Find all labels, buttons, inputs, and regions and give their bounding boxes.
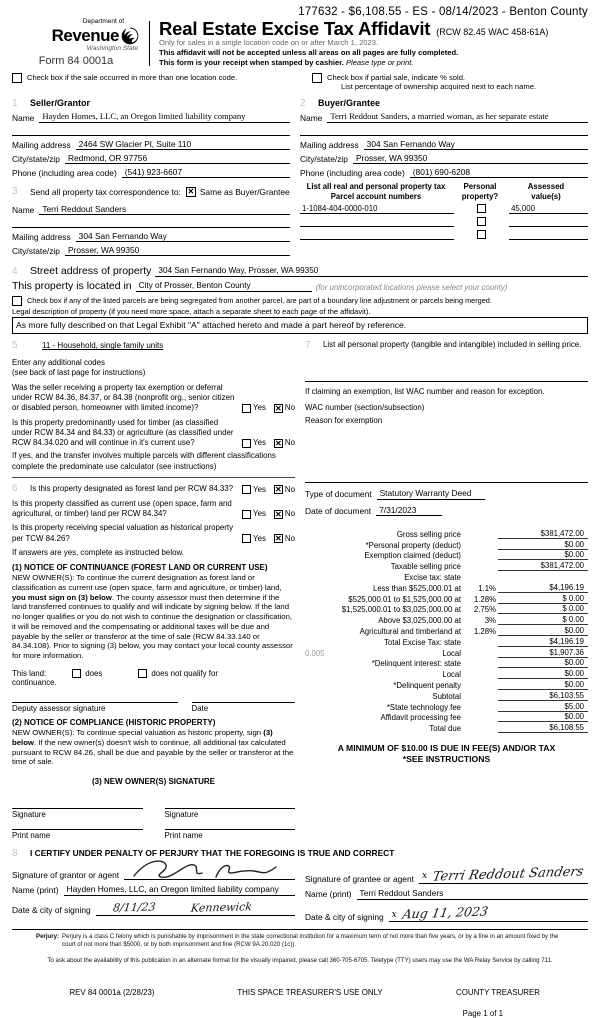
logo-dept-of: Department of: [82, 18, 124, 25]
new-owner-printname-1[interactable]: Print name: [12, 829, 143, 840]
masthead: [12, 19, 588, 68]
grantor-city-handwriting: Kennewick: [190, 899, 254, 915]
excise-row: [305, 604, 588, 615]
doc-date-field[interactable]: 7/31/2023: [376, 505, 442, 517]
excise-row-rate: 1.28%: [473, 626, 496, 636]
excise-row-label: Excise tax: state: [404, 572, 461, 582]
excise-row-label: Taxable selling price: [390, 562, 461, 572]
checkbox-timber-no[interactable]: ✕: [275, 438, 282, 448]
correspondence-city-field[interactable]: Prosser, WA 99350: [65, 245, 290, 257]
buyer-phone-label: Phone (including area code): [300, 167, 405, 178]
receipt-stamp-line: 177632 - $6,108.55 - ES - 08/14/2023 - Benton County: [298, 6, 588, 18]
grantor-printname-label: Name (print): [12, 885, 59, 896]
minimum-fee-note: A MINIMUM OF $10.00 IS DUE IN FEE(S) AND/OR TAX *SEE INSTRUCTIONS: [337, 743, 556, 765]
buyer-city-field[interactable]: Prosser, WA 99350: [353, 153, 588, 165]
excise-row-label: Subtotal: [432, 691, 461, 701]
correspondence-label: Send all property tax correspondence to:: [30, 187, 181, 198]
logo-state: Washington State: [86, 44, 138, 52]
perjury-label: Perjury:: [36, 933, 60, 941]
located-in-label: This property is located in: [12, 280, 132, 293]
separator-1: [305, 381, 588, 382]
excise-row: [305, 722, 588, 733]
subtitle-2: This affidavit will not be accepted unless all areas on all pages are fully completed.: [159, 48, 459, 58]
grantor-signature-scribble: [128, 856, 298, 882]
grantee-signature-xmark: x: [421, 871, 428, 882]
parcel-table-header: List all real and personal property tax Parcel account numbers Personal property? Assessed value(s): [306, 182, 565, 201]
forest-land-question: 6 Is this property designated as forest land per RCW 84.33? Yes ✕ No: [12, 482, 295, 495]
grantee-datecity-field[interactable]: [389, 905, 588, 922]
seller-grantor-section: [12, 92, 290, 256]
parcel-row: [300, 230, 588, 240]
checkbox-land-does-not[interactable]: [138, 669, 147, 678]
land-qualify-row: This land: does does not qualify for: [12, 668, 219, 678]
exemption-claim-label: If claiming an exemption, list WAC number and reason for exception.: [305, 387, 545, 397]
grantor-datecity-label: Date & city of signing: [12, 905, 91, 916]
section-8-number: 8: [12, 848, 18, 860]
seller-mailing-field[interactable]: 2464 SW Glacier Pl, Suite 110: [76, 139, 290, 151]
excise-row-value[interactable]: $ 0.00: [498, 615, 588, 625]
parcel-table: [300, 182, 588, 240]
seller-name-label: Name: [12, 112, 35, 123]
excise-row: [305, 593, 588, 604]
checkbox-current-use-no[interactable]: ✕: [275, 509, 282, 519]
excise-row-value[interactable]: $0.00: [498, 680, 588, 690]
seller-city-label: City/state/zip: [12, 153, 60, 164]
grantor-signature-block: [12, 861, 295, 922]
grantee-printname-field[interactable]: Terri Reddout Sanders: [357, 888, 588, 900]
exemption-deferral-question: Was the seller receiving a property tax exemption or deferral under RCW 84.36, 84.37, or 84.38 (nonprofit org., senior citizen or disabled person, homeowner with limited income)? Yes ✕ No: [12, 382, 295, 413]
certification-section: [12, 848, 588, 930]
street-address-label: Street address of property: [30, 265, 152, 278]
excise-row: [305, 647, 588, 658]
checkbox-timber-yes[interactable]: [242, 439, 251, 448]
section-6-number: 6: [12, 482, 18, 494]
excise-row: [305, 658, 588, 669]
section-3-number: 3: [12, 186, 18, 198]
grantee-date-xmark: x: [391, 909, 397, 920]
grantee-signature-field[interactable]: [419, 864, 588, 885]
certification-divider: [12, 929, 588, 930]
correspondence-name-extra-line[interactable]: [12, 218, 290, 228]
buyer-mailing-field[interactable]: 304 San Fernando Way: [364, 139, 588, 151]
excise-row-label: *Delinquent interest: state: [371, 659, 461, 669]
correspondence-row: [12, 186, 290, 199]
dor-logo: [12, 19, 140, 68]
parcel-number-field[interactable]: [300, 230, 454, 240]
excise-row-rate: 2.75%: [473, 605, 496, 615]
predominate-use-note: If yes, and the transfer involves multiple parcels with different classifications complete the predominate use calculator (see instructions): [12, 451, 276, 471]
correspondence-name-label: Name: [12, 204, 35, 215]
excise-row-value[interactable]: $6,108.55: [498, 723, 588, 733]
masthead-divider: [149, 21, 150, 66]
deputy-assessor-signature-line[interactable]: Deputy assessor signature: [12, 702, 178, 713]
excise-row: [305, 690, 588, 701]
perjury-text: Perjury is a class C felony which is punishable by imprisonment in the state correctional institution for a maximum term of not more than five years, or by a fine in an amount fixed by the court of not more than $5000, or by both imprisonment and fine (RCW 9A.20.020 (1c)).: [62, 933, 559, 949]
grantee-signature-label: Signature of grantee or agent: [305, 873, 414, 884]
grantor-date-handwriting: 8/11/23: [111, 900, 156, 915]
seller-phone-label: Phone (including area code): [12, 167, 117, 178]
doc-date-label: Date of document: [305, 505, 372, 516]
checkbox-current-use-yes[interactable]: [242, 510, 251, 519]
parcel-number-field[interactable]: [300, 217, 454, 227]
seller-mailing-label: Mailing address: [12, 139, 71, 150]
excise-tax-table: [305, 528, 588, 733]
property-location-section: [12, 265, 588, 334]
excise-row-value[interactable]: $ 0.00: [498, 604, 588, 614]
buyer-name-label: Name: [300, 112, 323, 123]
subtitle-3: This form is your receipt when stamped by cashier. Please type or print.: [159, 58, 414, 68]
continuance-label: continuance.: [12, 677, 57, 687]
buyer-city-label: City/state/zip: [300, 153, 348, 164]
new-owner-signature-1[interactable]: Signature: [12, 808, 143, 819]
this-land-label: This land:: [12, 668, 47, 678]
excise-row-value[interactable]: $0.00: [498, 626, 588, 636]
legal-description-label: Legal description of property (if you need more space, attach a separate sheet to each page of the affidavit).: [12, 307, 371, 317]
alternate-format-notice: To ask about the availability of this publication in an alternate format for the visually impaired, please call 360-705-6705. Teletype (TTY) users may use the WA Relay Service by calling 711.: [47, 956, 553, 964]
grantor-grantee-columns: [12, 92, 588, 256]
section-7-number: 7: [305, 340, 311, 352]
footer-treasurer-space: THIS SPACE TREASURER'S USE ONLY: [237, 987, 383, 997]
excise-row-value[interactable]: $0.00: [498, 550, 588, 560]
doc-type-field[interactable]: Statutory Warranty Deed: [377, 488, 486, 500]
excise-row: [305, 571, 588, 582]
section-4-number: 4: [12, 266, 18, 278]
checkbox-land-does[interactable]: [72, 669, 81, 678]
notice-continuance-text: NEW OWNER(S): To continue the current designation as forest land or classification as current use (open space, farm and agriculture, or timber) land, you must sign on (3) below. The county assessor must then determine if the land transferred continues to qualify and will indicate by signing below. If the land no longer qualifies or you do not wish to continue the designation or classification, it will be removed and the compensating or additional taxes will be due and payable by the seller or transferor at the time of sale (RCW 84.33.140 or 84.34.108). Prior to signing (3) below, you may contact your local county assessor for more information.: [12, 573, 293, 661]
notice-compliance-heading: (2) NOTICE OF COMPLIANCE (HISTORIC PROPERTY): [12, 718, 216, 728]
excise-row-value[interactable]: [498, 573, 588, 582]
excise-row-label: Total Excise Tax: state: [384, 637, 461, 647]
grantee-datecity-label: Date & city of signing: [305, 911, 384, 922]
grantor-datecity-field[interactable]: [96, 901, 295, 916]
excise-row-value[interactable]: $ 0.00: [498, 594, 588, 604]
subtitle-1: Only for sales in a single location code on or after March 1, 2023.: [159, 38, 379, 48]
current-use-question: Is this property classified as current use (open space, farm and agricultural, or timber) land per RCW 84.34? Yes ✕ No: [12, 498, 295, 519]
revenue-swirl-icon: [120, 26, 140, 46]
historical-property-question: Is this property receiving special valuation as historical property per TCW 84.26? Yes ✕ No: [12, 523, 295, 544]
new-owners-signature-heading: (3) NEW OWNER(S) SIGNATURE: [92, 777, 215, 787]
seller-name-field[interactable]: Hayden Homes, LLC, an Oregon limited liability company: [39, 111, 290, 123]
form-number: Form 84 0001a: [38, 55, 114, 67]
checkbox-personal-property[interactable]: [477, 230, 486, 239]
excise-row-value[interactable]: $0.00: [498, 669, 588, 679]
checkbox-exemption-no[interactable]: ✕: [275, 403, 282, 413]
separator-2: [305, 482, 588, 483]
excise-row-label: Local: [442, 670, 461, 680]
excise-row-value[interactable]: $0.00: [498, 540, 588, 550]
use-classification-column: [12, 334, 295, 840]
excise-row: [305, 712, 588, 723]
segregated-label: Check box if any of the listed parcels are being segregated from another parcel, are part of a boundary line adjustment or parcels being merged.: [27, 296, 492, 306]
checkbox-exemption-yes[interactable]: [242, 404, 251, 413]
seller-name-extra-line[interactable]: [12, 126, 290, 136]
new-owner-printname-2[interactable]: Print name: [165, 829, 296, 840]
excise-row-label: $1,525,000.01 to $3,025,000.00 at: [341, 605, 461, 615]
excise-row-rate: 1.28%: [473, 594, 496, 604]
checkbox-same-as-buyer[interactable]: ✕: [187, 187, 195, 197]
same-as-buyer-label: Same as Buyer/Grantee: [199, 187, 290, 198]
buyer-phone-field[interactable]: (801) 690-6208: [410, 167, 588, 179]
located-in-field[interactable]: City of Prosser, Benton County: [136, 281, 312, 292]
notice-continuance-heading: (1) NOTICE OF CONTINUANCE (FOREST LAND OR CURRENT USE): [12, 563, 268, 573]
checkbox-forest-yes[interactable]: [242, 485, 251, 494]
excise-row-value[interactable]: $381,472.00: [498, 561, 588, 571]
title-block: [159, 19, 588, 68]
excise-row-label: Agricultural and timberland at: [359, 626, 461, 636]
deputy-assessor-row: [12, 702, 295, 713]
excise-row-rate: 1.1%: [478, 583, 496, 593]
assessed-value-field[interactable]: [509, 217, 588, 227]
notice-compliance-text: NEW OWNER(S): To continue special valuation as historic property, sign (3) below. If the new owner(s) doesn't wish to continue, all additional tax calculated pursuant to RCW 84.26, shall be due and payable by the seller or transferor at the time of sale.: [12, 728, 294, 767]
section-2-number: 2: [300, 97, 306, 109]
additional-codes-note: (see back of last page for instructions): [12, 368, 146, 378]
correspondence-city-label: City/state/zip: [12, 245, 60, 256]
buyer-grantee-section: [300, 92, 588, 256]
excise-row-label: *State technology fee: [386, 702, 461, 712]
personal-property-blank[interactable]: [305, 351, 588, 377]
excise-row-label: Above $3,025,000.00 at: [378, 616, 461, 626]
excise-row: [305, 528, 588, 539]
land-use-code-field[interactable]: 11 - Household, single family units: [42, 341, 164, 351]
excise-row-value[interactable]: $6,103.55: [498, 691, 588, 701]
located-in-note: (for unincorporated locations please select your county): [315, 283, 508, 293]
buyer-name-extra-line[interactable]: [300, 126, 588, 136]
grantor-signature-field[interactable]: [124, 867, 295, 880]
checkbox-historical-yes[interactable]: [242, 534, 251, 543]
section-1-number: 1: [12, 97, 18, 109]
seller-city-field[interactable]: Redmond, OR 97756: [65, 153, 290, 165]
excise-row-label: Exemption claimed (deduct): [364, 551, 461, 561]
exemption-blank[interactable]: [305, 426, 588, 478]
excise-row-label: Total due: [429, 724, 461, 734]
grantor-printname-field[interactable]: Hayden Homes, LLC, an Oregon limited liability company: [64, 884, 295, 896]
assessed-value-field[interactable]: 45,000: [509, 204, 588, 214]
legal-description-field[interactable]: As more fully described on that Legal Exhibit "A" attached hereto and made a part hereof by reference.: [12, 317, 588, 334]
excise-row: [305, 582, 588, 593]
checkbox-partial-sale-label: Check box if partial sale, indicate % sold. List percentage of ownership acquired next to each name.: [327, 73, 537, 92]
excise-row: [305, 701, 588, 712]
buyer-name-field[interactable]: Terri Reddout Sanders, a married woman, as her separate estate: [327, 111, 588, 123]
grantee-signature-handwriting: Terri Reddout Sanders: [431, 864, 585, 885]
excise-row-value[interactable]: $4,196.19: [498, 637, 588, 647]
seller-phone-field[interactable]: (541) 923-6607: [122, 167, 290, 179]
checkbox-multiple-location-label: Check box if the sale occurred in more than one location code.: [27, 73, 238, 82]
street-address-field[interactable]: 304 San Fernando Way, Prosser, WA 99350: [155, 266, 588, 277]
checkbox-historical-no[interactable]: ✕: [275, 534, 282, 544]
excise-row-label: *Delinquent penalty: [393, 680, 461, 690]
excise-row: [305, 614, 588, 625]
personal-property-label: List all personal property (tangible and intangible) included in selling price.: [323, 340, 582, 350]
checkbox-personal-property[interactable]: [477, 217, 486, 226]
grantee-date-handwriting: Aug 11, 2023: [401, 903, 490, 922]
parcel-row: [300, 217, 588, 227]
seller-heading: Seller/Grantor: [30, 97, 91, 108]
excise-row-label: *Personal property (deduct): [365, 540, 461, 550]
additional-codes-label: Enter any additional codes: [12, 358, 105, 368]
buyer-heading: Buyer/Grantee: [318, 97, 381, 108]
correspondence-mailing-label: Mailing address: [12, 231, 71, 242]
excise-column: [305, 334, 588, 840]
new-owner-printname-row: [12, 821, 295, 840]
buyer-mailing-label: Mailing address: [300, 139, 359, 150]
correspondence-name-field[interactable]: Terri Reddout Sanders: [39, 204, 290, 216]
excise-row: [305, 636, 588, 647]
excise-row-label: Affidavit processing fee: [380, 713, 461, 723]
checkbox-multiple-location[interactable]: [12, 73, 22, 83]
doc-type-label: Type of document: [305, 489, 372, 499]
top-checkbox-row: [12, 73, 588, 92]
excise-row-value[interactable]: $4,196.19: [498, 583, 588, 593]
title-rcw: (RCW 82.45 WAC 458-61A): [436, 27, 549, 37]
assessed-value-field[interactable]: [509, 230, 588, 240]
excise-row-value[interactable]: $0.00: [498, 658, 588, 668]
perjury-notice: [12, 933, 588, 949]
excise-row-value[interactable]: $0.00: [498, 712, 588, 722]
deputy-assessor-date-line[interactable]: Date: [192, 702, 295, 713]
checkbox-partial-sale[interactable]: [312, 73, 322, 83]
footer-rev-number: REV 84 0001a (2/28/23): [69, 987, 155, 997]
excise-row: [305, 668, 588, 679]
parcel-row: [300, 204, 588, 214]
parcel-rows: [300, 204, 588, 240]
section-6: [12, 477, 295, 840]
new-owner-signature-row: [12, 798, 295, 819]
checkbox-forest-no[interactable]: ✕: [275, 485, 282, 495]
grantor-signature-label: Signature of grantor or agent: [12, 869, 120, 880]
grantee-printname-label: Name (print): [305, 889, 352, 900]
excise-row-value[interactable]: $5.00: [498, 702, 588, 712]
grantee-signature-block: [305, 861, 588, 922]
logo-revenue: Revenue: [51, 26, 119, 45]
excise-row: [305, 625, 588, 636]
page-number: Page 1 of 1: [462, 1008, 503, 1018]
page-title: Real Estate Excise Tax Affidavit: [159, 18, 431, 39]
timber-agriculture-question: Is this property predominantly used for timber (as classified under RCW 84.34 and 84.33) or agriculture (as classified under RCW 84.34.020 and will continue in it's current use? Yes ✕ No: [12, 417, 295, 448]
excise-row-prefix: 0.005: [305, 648, 325, 658]
checkbox-segregated[interactable]: [12, 296, 22, 306]
excise-row: [305, 560, 588, 571]
excise-row-label: $525,000.01 to $1,525,000.00 at: [348, 594, 461, 604]
wac-number-label: WAC number (section/subsection): [305, 403, 425, 413]
excise-row-label: Gross selling price: [396, 529, 461, 539]
excise-row-rate: 3%: [484, 616, 496, 626]
certification-heading: I CERTIFY UNDER PENALTY OF PERJURY THAT THE FOREGOING IS TRUE AND CORRECT: [30, 848, 395, 859]
excise-row-value[interactable]: $381,472.00: [498, 529, 588, 539]
correspondence-mailing-field[interactable]: 304 San Fernando Way: [76, 231, 290, 243]
excise-row-label: Local: [442, 648, 461, 658]
excise-row-label: Less than $525,000.01 at: [372, 583, 461, 593]
checkbox-personal-property[interactable]: [477, 204, 486, 213]
parcel-number-field[interactable]: 1-1084-404-0000-010: [300, 204, 454, 214]
section-5-number: 5: [12, 340, 18, 352]
footer-row: [12, 988, 588, 997]
new-owner-signature-2[interactable]: Signature: [165, 808, 296, 819]
exemption-reason-label: Reason for exemption: [305, 415, 383, 425]
excise-row: [305, 539, 588, 550]
lower-columns: [12, 334, 588, 840]
if-yes-note: If answers are yes, complete as instructed below.: [12, 547, 184, 557]
excise-row-value[interactable]: $1,907.36: [498, 648, 588, 658]
excise-row: [305, 679, 588, 690]
excise-row: [305, 550, 588, 561]
footer-county-treasurer: COUNTY TREASURER: [456, 987, 540, 997]
